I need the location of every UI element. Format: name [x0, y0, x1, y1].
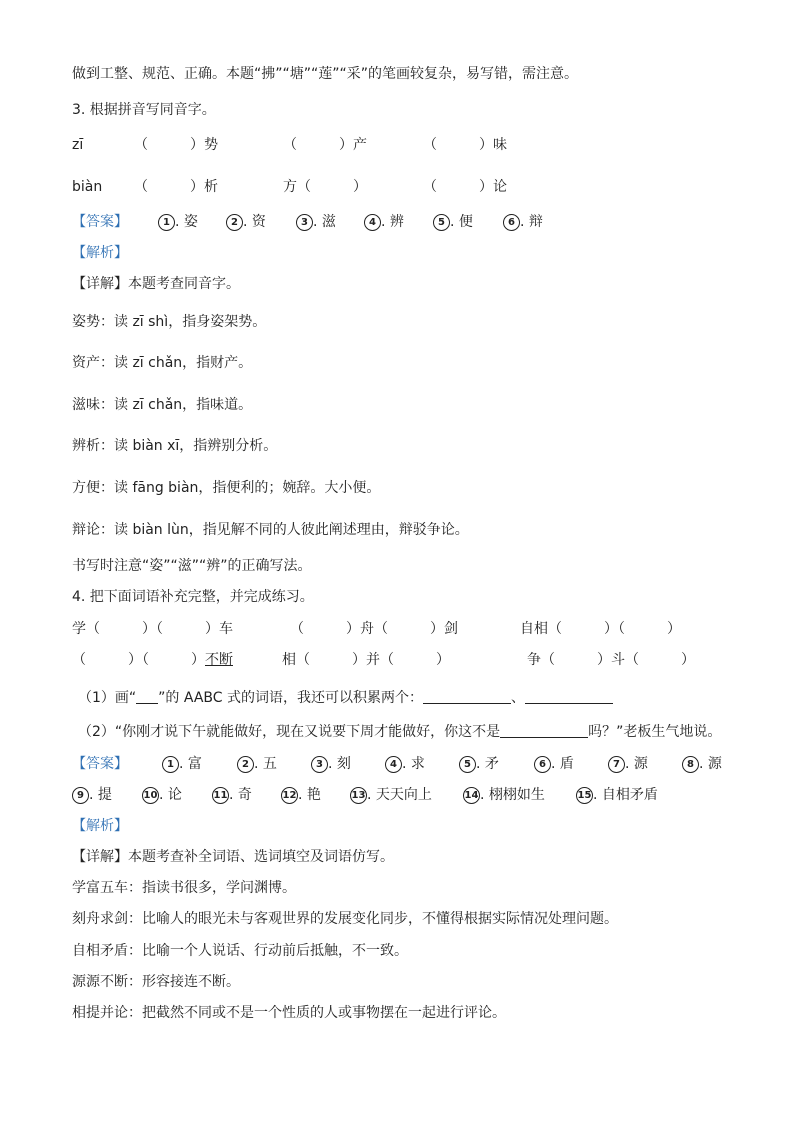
q4-answer-label: 【答案】	[72, 756, 128, 772]
q4-answer-item: 15 . 自相矛盾	[577, 787, 658, 803]
q4-detail: 【详解】本题考查补全词语、选词填空及词语仿写。	[72, 849, 394, 865]
q3-explanation: 方便：读 fāng biàn，指便利的；婉辞。大小便。	[72, 480, 381, 496]
q4-answer-item: 6 . 盾	[534, 754, 574, 774]
q3-pinyin-bian: biàn	[72, 179, 103, 195]
q4-idiom-blank: 自相（ ）（ ）	[520, 621, 681, 637]
answer-blank	[525, 703, 613, 704]
q4-explanation: 学富五车：指读书很多，学问渊博。	[72, 880, 296, 896]
q3-pinyin-zi: zī	[72, 137, 84, 153]
q4-answer-item: 13 . 天天向上	[351, 787, 432, 803]
answer-blank	[423, 703, 511, 704]
q3-answer-item: 2 . 资	[226, 212, 266, 232]
q4-sub1: （1）画“ ”的 AABC 式的词语，我还可以积累两个： 、	[78, 688, 613, 708]
q3-explanation: 滋味：读 zī chǎn，指味道。	[72, 397, 253, 413]
q4-explanation: 刻舟求剑：比喻人的眼光未与客观世界的发展变化同步，不懂得根据实际情况处理问题。	[72, 911, 618, 927]
q3-blank-6: （ ）论	[423, 179, 507, 195]
q4-answer-item: 7 . 源	[608, 754, 648, 774]
q4-answer-item: 5 . 矛	[459, 754, 499, 774]
underlined-word: 不断	[205, 652, 233, 668]
q4-answer-item: 3 . 刻	[311, 754, 351, 774]
q4-title: 4. 把下面词语补充完整，并完成练习。	[72, 589, 314, 605]
q4-idiom-blank: 学（ ）（ ）车	[72, 621, 233, 637]
q4-analysis-label: 【解析】	[72, 818, 128, 834]
q3-explanation: 姿势：读 zī shì，指身姿架势。	[72, 314, 267, 330]
q3-blank-5: 方（ ）	[283, 179, 367, 195]
q3-answer-item: 1 . 姿	[158, 212, 198, 232]
q3-explanation: 辩论：读 biàn lùn，指见解不同的人彼此阐述理由，辩驳争论。	[72, 522, 469, 538]
q3-note: 书写时注意“姿”“滋”“辨”的正确写法。	[72, 558, 312, 574]
q3-blank-1: （ ）势	[134, 137, 218, 153]
q3-detail: 【详解】本题考查同音字。	[72, 276, 240, 292]
q3-blank-2: （ ）产	[283, 137, 367, 153]
q3-analysis-label: 【解析】	[72, 245, 128, 261]
intro-line: 做到工整、规范、正确。本题“拂”“塘”“莲”“采”的笔画较复杂，易写错，需注意。	[72, 66, 579, 82]
q4-answer-item: 1 . 富	[162, 754, 202, 774]
q3-explanation: 辨析：读 biàn xī，指辨别分析。	[72, 438, 278, 454]
q4-answer-item: 12 . 艳	[282, 787, 321, 803]
q4-idiom-blank: 相（ ）并（ ）	[282, 652, 450, 668]
q3-answer-item: 4 . 辨	[364, 212, 404, 232]
q4-explanation: 相提并论：把截然不同或不是一个性质的人或事物摆在一起进行评论。	[72, 1005, 506, 1021]
q3-blank-3: （ ）味	[423, 137, 507, 153]
q3-answer-label: 【答案】	[72, 214, 128, 230]
q3-explanation: 资产：读 zī chǎn，指财产。	[72, 355, 253, 371]
q3-answer-item: 5 . 便	[433, 212, 473, 232]
q4-answer-item: 14 . 栩栩如生	[464, 787, 545, 803]
q4-idiom-blank: （ ）（ ）不断	[72, 652, 233, 668]
q4-explanation: 自相矛盾：比喻一个人说话、行动前后抵触，不一致。	[72, 943, 408, 959]
q4-sub2: （2）“你刚才说下午就能做好，现在又说要下周才能做好，你这不是 吗？”老板生气地说。	[78, 724, 722, 740]
q4-answer-item: 10 . 论	[143, 787, 182, 803]
q4-answer-item: 11 . 奇	[213, 787, 252, 803]
q4-idiom-blank: （ ）舟（ ）剑	[290, 621, 458, 637]
q4-answer-item: 9 . 提	[72, 785, 112, 805]
q3-answer-item: 6 . 辩	[503, 212, 543, 232]
q3-answer-item: 3 . 滋	[296, 212, 336, 232]
q4-answer-item: 2 . 五	[237, 754, 277, 774]
q3-blank-4: （ ）析	[134, 179, 218, 195]
q4-answer-item: 8 . 源	[682, 754, 722, 774]
q4-idiom-blank: 争（ ）斗（ ）	[527, 652, 695, 668]
q4-explanation: 源源不断：形容接连不断。	[72, 974, 240, 990]
q3-title: 3. 根据拼音写同音字。	[72, 102, 216, 118]
q4-answer-item: 4 . 求	[385, 754, 425, 774]
answer-blank	[500, 737, 588, 738]
